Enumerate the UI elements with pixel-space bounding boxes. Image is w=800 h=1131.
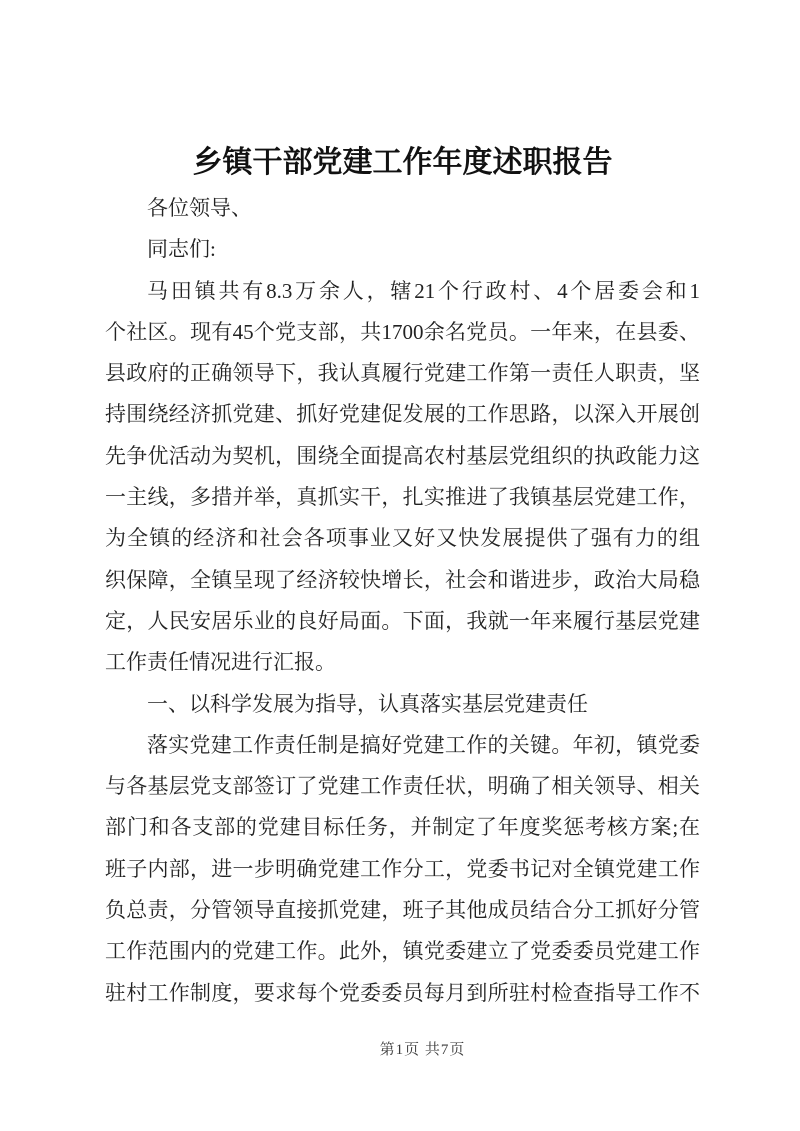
text-line: 落实党建工作责任制是搞好党建工作的关键。年初，镇党委 <box>147 732 700 757</box>
text-line: 同志们: <box>147 237 216 262</box>
text-line: 工作责任情况进行汇报。 <box>105 650 336 675</box>
text-line: 个社区。现有45个党支部，共1700余名党员。一年来，在县委、 <box>105 319 700 344</box>
page-number: 第1页 共7页 <box>379 1042 466 1058</box>
text-line: 定，人民安居乐业的良好局面。下面，我就一年来履行基层党建 <box>105 608 700 633</box>
page-title: 乡镇干部党建工作年度述职报告 <box>192 146 613 179</box>
text-line: 与各基层党支部签订了党建工作责任状，明确了相关领导、相关 <box>105 774 700 799</box>
text-line: 一主线，多措并举，真抓实干，扎实推进了我镇基层党建工作， <box>105 485 700 510</box>
text-line: 织保障，全镇呈现了经济较快增长，社会和谐进步，政治大局稳 <box>105 567 700 592</box>
text-line: 负总责，分管领导直接抓党建，班子其他成员结合分工抓好分管 <box>105 898 700 923</box>
text-line: 部门和各支部的党建目标任务，并制定了年度奖惩考核方案;在 <box>105 815 700 840</box>
text-line: 马田镇共有8.3万余人，辖21个行政村、4个居委会和1 <box>147 278 700 303</box>
document-body <box>105 188 700 1014</box>
text-line: 工作范围内的党建工作。此外，镇党委建立了党委委员党建工作 <box>105 939 700 964</box>
text-line: 驻村工作制度，要求每个党委委员每月到所驻村检查指导工作不 <box>105 980 700 1005</box>
text-line: 县政府的正确领导下，我认真履行党建工作第一责任人职责，坚 <box>105 361 700 386</box>
text-line: 先争优活动为契机，围绕全面提高农村基层党组织的执政能力这 <box>105 443 700 468</box>
section-heading: 一、以科学发展为指导，认真落实基层党建责任 <box>147 691 588 716</box>
text-line: 班子内部，进一步明确党建工作分工，党委书记对全镇党建工作 <box>105 856 700 881</box>
text-line: 持围绕经济抓党建、抓好党建促发展的工作思路，以深入开展创 <box>105 402 700 427</box>
text-line: 各位领导、 <box>147 196 252 220</box>
text-line: 为全镇的经济和社会各项事业又好又快发展提供了强有力的组 <box>105 526 700 551</box>
